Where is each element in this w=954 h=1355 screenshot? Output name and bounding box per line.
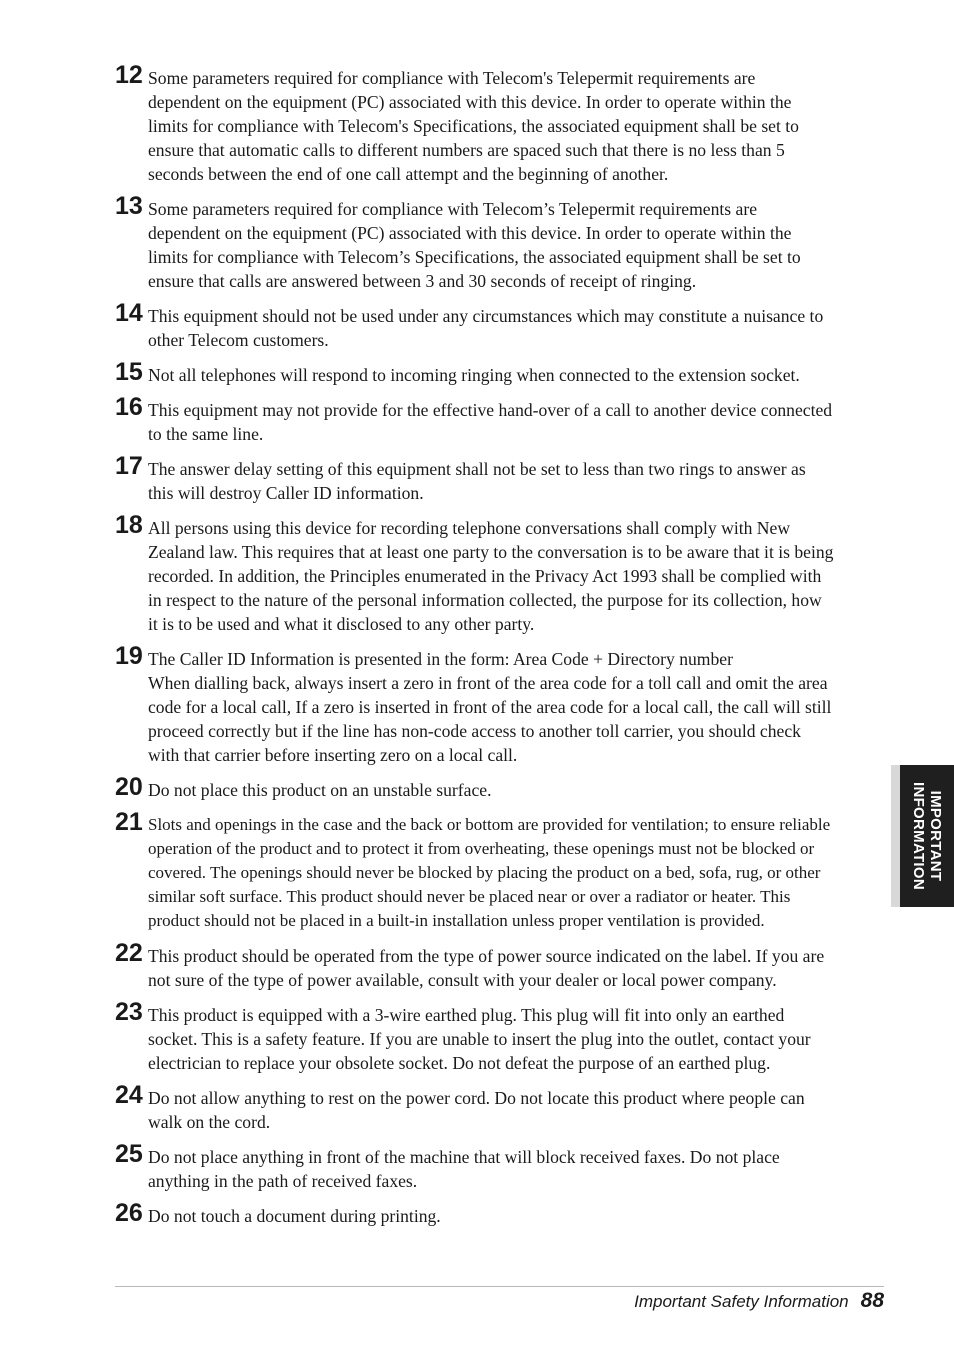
- safety-item: [115, 808, 885, 933]
- safety-item-text-line: seconds between the end of one call attempt and the beginning of another.: [148, 164, 669, 184]
- safety-item-text-line: Do not place anything in front of the machine that will block received faxes. Do not place: [148, 1147, 780, 1167]
- safety-item-text-line: Some parameters required for compliance with Telecom’s Telepermit requirements are: [148, 199, 758, 219]
- safety-item: [115, 358, 885, 387]
- safety-item: [115, 773, 885, 802]
- safety-item-text: [148, 304, 885, 352]
- safety-item: [115, 61, 885, 186]
- safety-item-text-line: ensure that automatic calls to different numbers are spaced such that there is no less than 5: [148, 140, 785, 160]
- safety-item-text: [148, 1204, 885, 1228]
- safety-item: [115, 1199, 885, 1228]
- safety-item-text: [148, 66, 885, 186]
- safety-item-text: [148, 197, 885, 293]
- safety-item: [115, 511, 885, 636]
- safety-item-text: [148, 1086, 885, 1134]
- safety-item-text-line: dependent on the equipment (PC) associated with this device. In order to operate within the: [148, 92, 792, 112]
- safety-item-text: [148, 1003, 885, 1075]
- safety-item-list: [115, 61, 885, 1239]
- safety-item-text-line: not sure of the type of power available, consult with your dealer or local power company.: [148, 970, 777, 990]
- footer-section-title: Important Safety Information: [634, 1292, 849, 1311]
- safety-item-number: 26: [115, 1199, 143, 1227]
- safety-item-text-line: The answer delay setting of this equipment shall not be set to less than two rings to answer as: [148, 459, 806, 479]
- safety-item-number: 15: [115, 358, 143, 386]
- safety-item-text-line: This equipment may not provide for the effective hand-over of a call to another device connected: [148, 400, 833, 420]
- safety-item-text-line: covered. The openings should never be blocked by placing the product on a bed, sofa, rug, or other: [148, 863, 821, 882]
- safety-item: [115, 299, 885, 352]
- safety-item-text: [148, 516, 885, 636]
- safety-item-number: 17: [115, 452, 143, 480]
- safety-item-text-line: recorded. In addition, the Principles enumerated in the Privacy Act 1993 shall be complied with: [148, 566, 822, 586]
- safety-item-text-line: limits for compliance with Telecom’s Specifications, the associated equipment shall be set to: [148, 247, 801, 267]
- safety-item-text-line: product should not be placed in a built-in installation unless proper ventilation is provided.: [148, 911, 765, 930]
- safety-item-text-line: This product is equipped with a 3-wire earthed plug. This plug will fit into only an earthed: [148, 1005, 785, 1025]
- safety-item-text-line: code for a local call, If a zero is inserted in front of the area code for a local call, the call will still: [148, 697, 832, 717]
- safety-item-text-line: The Caller ID Information is presented in the form: Area Code + Directory number: [148, 649, 733, 669]
- safety-item-text-line: Some parameters required for compliance with Telecom's Telepermit requirements are: [148, 68, 756, 88]
- safety-item-text-line: All persons using this device for recording telephone conversations shall comply with New: [148, 518, 791, 538]
- safety-item-text-line: proceed correctly but if the line has non-code access to another toll carrier, you should check: [148, 721, 801, 741]
- safety-item-number: 25: [115, 1140, 143, 1168]
- safety-item-text-line: with that carrier before inserting zero on a local call.: [148, 745, 518, 765]
- safety-item-number: 18: [115, 511, 143, 539]
- safety-item-text-line: anything in the path of received faxes.: [148, 1171, 418, 1191]
- safety-item-text: [148, 647, 885, 767]
- safety-item-text: [148, 944, 885, 992]
- safety-item-text-line: operation of the product and to protect it from overheating, these openings must not be blocked or: [148, 839, 815, 858]
- safety-item: [115, 998, 885, 1075]
- safety-item-text-line: Do not touch a document during printing.: [148, 1206, 441, 1226]
- safety-item-text-line: Do not allow anything to rest on the power cord. Do not locate this product where people can: [148, 1088, 805, 1108]
- safety-item: [115, 642, 885, 767]
- safety-item-text-line: it is to be used and what it disclosed to any other party.: [148, 614, 535, 634]
- footer-divider: [115, 1286, 884, 1287]
- safety-item-number: 14: [115, 299, 143, 327]
- safety-item-text: [148, 813, 885, 933]
- section-tab-label-line2: INFORMATION: [910, 781, 927, 891]
- section-tab-label: [910, 782, 944, 890]
- safety-item-text-line: in respect to the nature of the personal information collected, the purpose for its collection, how: [148, 590, 822, 610]
- safety-item-number: 12: [115, 61, 143, 89]
- safety-item-text-line: this will destroy Caller ID information.: [148, 483, 424, 503]
- safety-item-text-line: to the same line.: [148, 424, 264, 444]
- safety-item-text-line: ensure that calls are answered between 3 and 30 seconds of receipt of ringing.: [148, 271, 697, 291]
- safety-item: [115, 192, 885, 293]
- safety-item-number: 19: [115, 642, 143, 670]
- safety-item: [115, 452, 885, 505]
- safety-item: [115, 939, 885, 992]
- safety-item-number: 20: [115, 773, 143, 801]
- safety-item-number: 22: [115, 939, 143, 967]
- safety-item-text-line: limits for compliance with Telecom's Specifications, the associated equipment shall be set to: [148, 116, 799, 136]
- safety-item-text-line: walk on the cord.: [148, 1112, 271, 1132]
- section-tab-label-line1: IMPORTANT: [927, 790, 944, 882]
- safety-item-text-line: This product should be operated from the type of power source indicated on the label. If you are: [148, 946, 825, 966]
- page-number: 88: [860, 1289, 884, 1312]
- safety-item-text: [148, 363, 885, 387]
- safety-item-text-line: Zealand law. This requires that at least one party to the conversation is to be aware that it is being: [148, 542, 834, 562]
- safety-item-number: 16: [115, 393, 143, 421]
- section-tab-label-box: [900, 765, 954, 907]
- safety-item-text-line: Do not place this product on an unstable surface.: [148, 780, 492, 800]
- safety-item-text-line: dependent on the equipment (PC) associated with this device. In order to operate within the: [148, 223, 792, 243]
- safety-item-text-line: socket. This is a safety feature. If you are unable to insert the plug into the outlet, contact your: [148, 1029, 811, 1049]
- safety-item-number: 13: [115, 192, 143, 220]
- safety-item-text-line: electrician to replace your obsolete socket. Do not defeat the purpose of an earthed plug.: [148, 1053, 771, 1073]
- safety-item-text: [148, 457, 885, 505]
- safety-item-text-line: other Telecom customers.: [148, 330, 329, 350]
- safety-item-text-line: This equipment should not be used under any circumstances which may constitute a nuisance to: [148, 306, 824, 326]
- safety-item-number: 21: [115, 808, 143, 836]
- safety-item-text: [148, 398, 885, 446]
- safety-item-number: 24: [115, 1081, 143, 1109]
- page-footer: [634, 1289, 884, 1313]
- safety-item-number: 23: [115, 998, 143, 1026]
- safety-item-text: [148, 778, 885, 802]
- safety-item-text-line: Slots and openings in the case and the back or bottom are provided for ventilation; to ensure reliable: [148, 815, 831, 834]
- safety-item-text-line: similar soft surface. This product should never be placed near or over a radiator or heater. This: [148, 887, 791, 906]
- safety-item-text-line: Not all telephones will respond to incoming ringing when connected to the extension socket.: [148, 365, 800, 385]
- safety-item-text: [148, 1145, 885, 1193]
- safety-item-text-line: When dialling back, always insert a zero in front of the area code for a toll call and omit the area: [148, 673, 828, 693]
- safety-item: [115, 1140, 885, 1193]
- safety-item: [115, 393, 885, 446]
- safety-item: [115, 1081, 885, 1134]
- section-tab: [891, 765, 954, 907]
